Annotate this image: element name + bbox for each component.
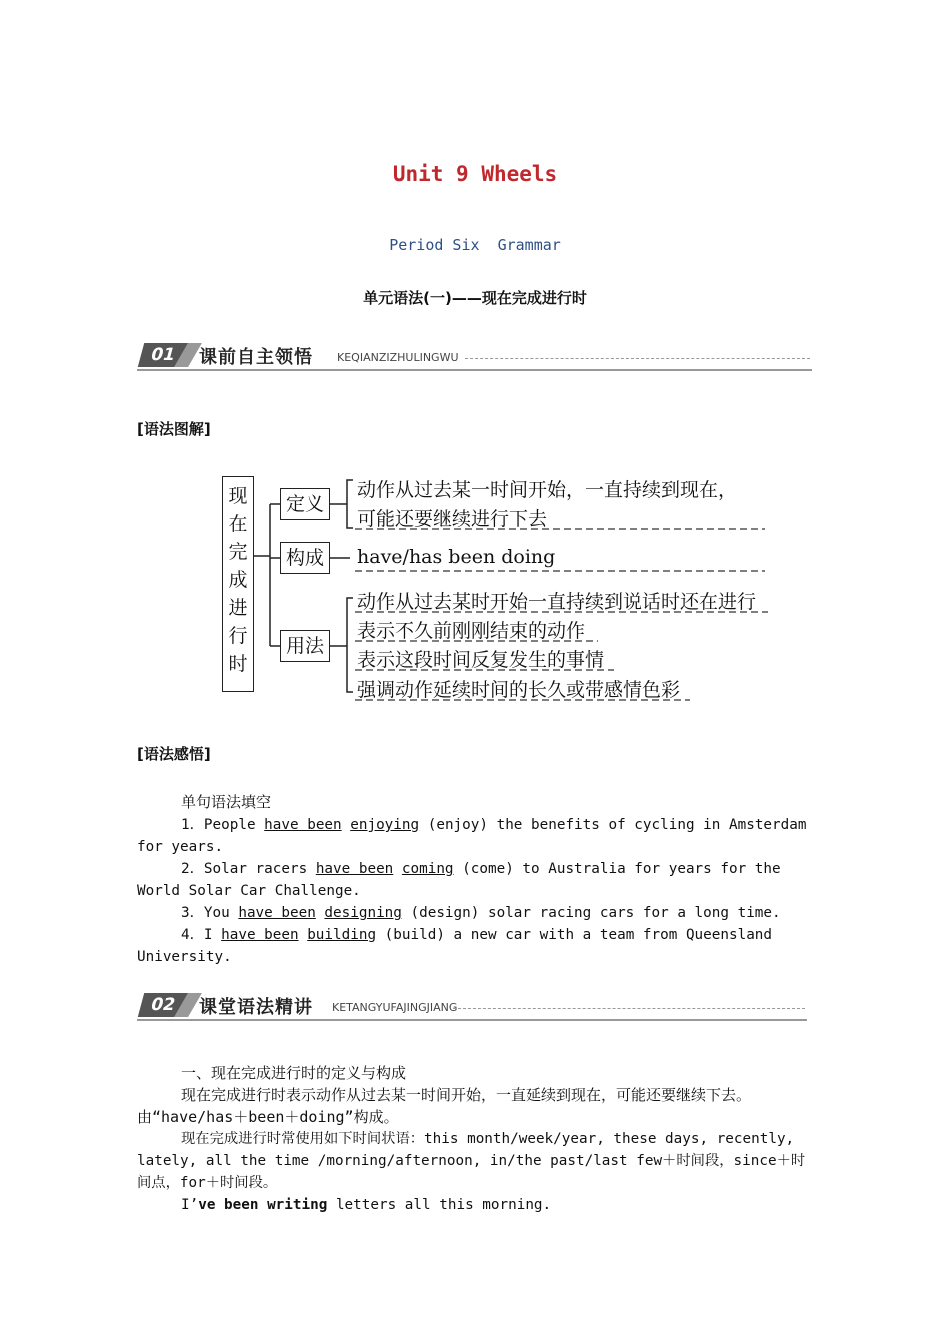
banner-number: 02	[138, 993, 188, 1017]
section-sense-label: [语法感悟]	[137, 745, 211, 763]
example-prefix: I’	[181, 1197, 199, 1213]
exercise-suffix: (build) a new car with a team from Queensland University.	[137, 927, 781, 965]
grammar-diagram	[220, 470, 780, 710]
usage-line: 动作从过去某时开始一直持续到说话时还在进行	[357, 591, 757, 613]
banner-pinyin: KETANGYUFAJINGJIANG	[332, 1001, 458, 1014]
section-banner-02	[137, 991, 807, 1021]
banner-number: 01	[138, 343, 188, 367]
banner-pinyin: KEQIANZIZHULINGWU	[337, 351, 459, 364]
usage-box: 用法	[280, 630, 330, 662]
root-char: 成	[228, 569, 248, 591]
banner-dash-line	[453, 1008, 805, 1009]
section-diagram-label: [语法图解]	[137, 420, 211, 438]
exercise-item	[137, 858, 815, 902]
banner-rule	[137, 1019, 807, 1021]
root-char: 时	[228, 653, 248, 675]
answer-gap	[393, 861, 402, 877]
root-char: 现	[228, 485, 248, 507]
usage-line: 表示这段时间反复发生的事情	[357, 649, 605, 671]
exercise-prefix: 2．Solar racers	[181, 861, 316, 877]
period-subtitle: Period Six Grammar	[389, 236, 561, 254]
banner-dash-line	[465, 358, 810, 359]
banner-rule	[137, 369, 812, 371]
section-banner-01	[137, 341, 812, 371]
answer-gap	[299, 927, 308, 943]
answer-blank: building	[307, 927, 377, 943]
exercise-item	[137, 902, 815, 924]
exercise-suffix: (enjoy) the benefits of cycling in Amsterdam for years.	[137, 817, 816, 855]
exercise-title: 单句语法填空	[181, 793, 272, 811]
part1-title: 一、现在完成进行时的定义与构成	[181, 1064, 407, 1082]
part1-paragraph: 现在完成进行时表示动作从过去某一时间开始，一直延续到现在，可能还要继续下去。由“have/has＋been＋doing”构成。	[137, 1086, 752, 1126]
answer-blank: have been	[238, 905, 316, 921]
banner-title: 课前自主领悟	[199, 347, 313, 368]
answer-blank: have been	[221, 927, 299, 943]
answer-gap	[342, 817, 351, 833]
definition-box: 定义	[280, 488, 330, 520]
definition-line: 可能还要继续进行下去	[357, 508, 548, 530]
example-sentence	[137, 1194, 815, 1216]
part1-paragraph: 现在完成进行时常使用如下时间状语：this month/week/year, these days, recently, lately, all the time /morning/afternoon, in/the past/last few＋时间段，since＋时间点，for＋时间段。	[137, 1131, 806, 1191]
answer-blank: designing	[324, 905, 402, 921]
answer-blank: coming	[401, 861, 454, 877]
answer-blank: have been	[264, 817, 342, 833]
exercise-item	[137, 814, 815, 858]
definition-line: 动作从过去某一时间开始，一直持续到现在，	[357, 479, 738, 501]
exercise-prefix: 4．I	[181, 927, 222, 943]
banner-title: 课堂语法精讲	[199, 997, 313, 1018]
answer-blank: have been	[315, 861, 394, 877]
root-char: 完	[228, 541, 248, 563]
usage-line: 表示不久前刚刚结束的动作	[357, 620, 586, 642]
example-suffix: letters all this morning.	[327, 1197, 552, 1213]
unit-title: Unit 9 Wheels	[392, 162, 558, 186]
diagram-root-box	[222, 476, 254, 692]
formation-text: have/has been doing	[357, 546, 556, 568]
exercise-suffix: (come) to Australia for years for the World Solar Car Challenge.	[137, 861, 790, 899]
example-highlight: ve been writing	[198, 1197, 328, 1213]
answer-blank: enjoying	[350, 817, 420, 833]
root-char: 行	[228, 625, 248, 647]
exercise-prefix: 1．People	[181, 817, 265, 833]
root-char: 进	[228, 597, 248, 619]
exercise-item	[137, 924, 815, 968]
usage-line: 强调动作延续时间的长久或带感情色彩	[357, 679, 681, 701]
unit-grammar-heading: 单元语法(一)——现在完成进行时	[363, 289, 587, 307]
root-char: 在	[228, 513, 248, 535]
formation-box: 构成	[280, 542, 330, 574]
exercise-prefix: 3．You	[181, 905, 239, 921]
exercise-suffix: (design) solar racing cars for a long time.	[401, 905, 781, 921]
